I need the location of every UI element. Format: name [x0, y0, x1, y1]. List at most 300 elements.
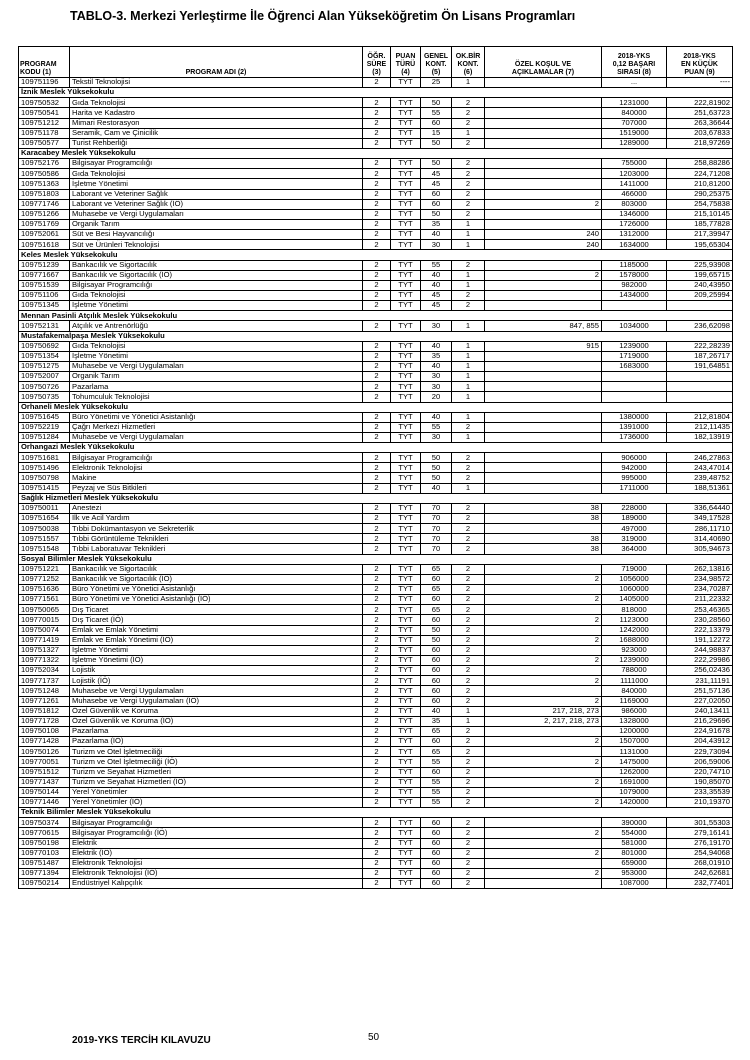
table-row — [19, 260, 733, 270]
table-row — [19, 534, 733, 544]
rank-cell: 840000 — [602, 686, 667, 696]
duration-cell: 2 — [363, 199, 391, 209]
program-name-cell: Laborant ve Veteriner Sağlık — [70, 189, 363, 199]
duration-cell: 2 — [363, 635, 391, 645]
top-quota-cell: 2 — [452, 189, 485, 199]
conditions-cell — [485, 280, 602, 290]
table-row — [19, 838, 733, 848]
program-code-cell: 109770015 — [19, 615, 70, 625]
program-code-cell: 109750108 — [19, 727, 70, 737]
table-row — [19, 118, 733, 128]
program-name-cell: Yerel Yönetimler (İÖ) — [70, 797, 363, 807]
duration-cell: 2 — [363, 382, 391, 392]
program-name-cell: Turizm ve Otel İşletmeciliği (İÖ) — [70, 757, 363, 767]
program-name-cell: Turizm ve Seyahat Hizmetleri — [70, 767, 363, 777]
top-quota-cell: 2 — [452, 301, 485, 311]
program-name-cell: Büro Yönetimi ve Yönetici Asistanlığı — [70, 585, 363, 595]
quota-cell: 50 — [421, 473, 452, 483]
quota-cell: 70 — [421, 534, 452, 544]
rank-cell: 189000 — [602, 514, 667, 524]
min-score-cell: 246,27863 — [667, 453, 733, 463]
rank-cell: 755000 — [602, 159, 667, 169]
duration-cell: 2 — [363, 676, 391, 686]
program-name-cell: Emlak ve Emlak Yönetimi (İÖ) — [70, 635, 363, 645]
quota-cell: 60 — [421, 615, 452, 625]
program-code-cell: 109751212 — [19, 118, 70, 128]
duration-cell: 2 — [363, 838, 391, 848]
quota-cell: 50 — [421, 209, 452, 219]
program-code-cell: 109750532 — [19, 98, 70, 108]
top-quota-cell: 1 — [452, 716, 485, 726]
table-row — [19, 179, 733, 189]
rank-cell: 466000 — [602, 189, 667, 199]
table-row — [19, 635, 733, 645]
col-header-min-score: 2018-YKS EN KÜÇÜK PUAN (9) — [667, 47, 733, 78]
top-quota-cell: 2 — [452, 209, 485, 219]
duration-cell: 2 — [363, 524, 391, 534]
duration-cell: 2 — [363, 757, 391, 767]
conditions-cell: 2, 217, 218, 273 — [485, 716, 602, 726]
program-name-cell: İlk ve Acil Yardım — [70, 514, 363, 524]
min-score-cell: 222,29986 — [667, 656, 733, 666]
table-row — [19, 382, 733, 392]
conditions-cell — [485, 787, 602, 797]
page-number: 50 — [368, 1032, 380, 1043]
conditions-cell — [485, 98, 602, 108]
duration-cell: 2 — [363, 432, 391, 442]
program-code-cell: 109750126 — [19, 747, 70, 757]
rank-cell — [602, 382, 667, 392]
rank-cell: 1312000 — [602, 230, 667, 240]
quota-cell: 55 — [421, 777, 452, 787]
quota-cell: 65 — [421, 605, 452, 615]
rank-cell: 659000 — [602, 858, 667, 868]
program-code-cell: 109751812 — [19, 706, 70, 716]
min-score-cell: 234,98572 — [667, 574, 733, 584]
conditions-cell — [485, 372, 602, 382]
table-row — [19, 645, 733, 655]
min-score-cell — [667, 372, 733, 382]
duration-cell: 2 — [363, 818, 391, 828]
min-score-cell: 222,81902 — [667, 98, 733, 108]
quota-cell: 55 — [421, 108, 452, 118]
quota-cell: 55 — [421, 797, 452, 807]
top-quota-cell: 2 — [452, 787, 485, 797]
duration-cell: 2 — [363, 879, 391, 889]
duration-cell: 2 — [363, 534, 391, 544]
top-quota-cell: 1 — [452, 280, 485, 290]
conditions-cell: 217, 218, 273 — [485, 706, 602, 716]
top-quota-cell: 2 — [452, 838, 485, 848]
program-code-cell: 109751769 — [19, 219, 70, 229]
section-row — [19, 443, 733, 453]
min-score-cell: 199,65715 — [667, 270, 733, 280]
section-title: Mustafakemalpaşa Meslek Yüksekokulu — [19, 331, 733, 341]
score-type-cell: TYT — [391, 260, 421, 270]
duration-cell: 2 — [363, 848, 391, 858]
program-name-cell: Gıda Teknolojisi — [70, 341, 363, 351]
duration-cell: 2 — [363, 260, 391, 270]
rank-cell: 1328000 — [602, 716, 667, 726]
table-row — [19, 290, 733, 300]
min-score-cell — [667, 382, 733, 392]
score-type-cell: TYT — [391, 290, 421, 300]
score-type-cell: TYT — [391, 605, 421, 615]
table-row — [19, 240, 733, 250]
program-code-cell: 109751275 — [19, 361, 70, 371]
program-name-cell: Tıbbi Dokümantasyon ve Sekreterlik — [70, 524, 363, 534]
score-type-cell: TYT — [391, 645, 421, 655]
top-quota-cell: 2 — [452, 290, 485, 300]
table-row — [19, 503, 733, 513]
duration-cell: 2 — [363, 78, 391, 88]
quota-cell: 40 — [421, 341, 452, 351]
score-type-cell: TYT — [391, 868, 421, 878]
program-code-cell: 109750065 — [19, 605, 70, 615]
duration-cell: 2 — [363, 219, 391, 229]
quota-cell: 50 — [421, 138, 452, 148]
score-type-cell: TYT — [391, 656, 421, 666]
conditions-cell: 2 — [485, 777, 602, 787]
program-code-cell: 109752061 — [19, 230, 70, 240]
duration-cell: 2 — [363, 645, 391, 655]
top-quota-cell: 2 — [452, 422, 485, 432]
min-score-cell: 279,16141 — [667, 828, 733, 838]
top-quota-cell: 2 — [452, 625, 485, 635]
table-row — [19, 78, 733, 88]
table-row — [19, 544, 733, 554]
table-row — [19, 848, 733, 858]
rank-cell: 801000 — [602, 848, 667, 858]
rank-cell — [602, 392, 667, 402]
min-score-cell: 206,59006 — [667, 757, 733, 767]
min-score-cell: 263,36644 — [667, 118, 733, 128]
duration-cell: 2 — [363, 392, 391, 402]
top-quota-cell: 1 — [452, 392, 485, 402]
quota-cell: 60 — [421, 676, 452, 686]
score-type-cell: TYT — [391, 625, 421, 635]
program-code-cell: 109751557 — [19, 534, 70, 544]
rank-cell: 1185000 — [602, 260, 667, 270]
min-score-cell: 232,77401 — [667, 879, 733, 889]
min-score-cell — [667, 392, 733, 402]
top-quota-cell: 2 — [452, 696, 485, 706]
score-type-cell: TYT — [391, 727, 421, 737]
table-row — [19, 615, 733, 625]
min-score-cell: 211,22332 — [667, 595, 733, 605]
duration-cell: 2 — [363, 240, 391, 250]
top-quota-cell: 1 — [452, 341, 485, 351]
quota-cell: 30 — [421, 432, 452, 442]
top-quota-cell: 2 — [452, 747, 485, 757]
quota-cell: 30 — [421, 372, 452, 382]
table-row — [19, 787, 733, 797]
min-score-cell: 251,63723 — [667, 108, 733, 118]
quota-cell: 60 — [421, 574, 452, 584]
top-quota-cell: 2 — [452, 666, 485, 676]
duration-cell: 2 — [363, 767, 391, 777]
section-title: Orhangazi Meslek Yüksekokulu — [19, 443, 733, 453]
rank-cell — [602, 372, 667, 382]
duration-cell: 2 — [363, 514, 391, 524]
quota-cell: 55 — [421, 422, 452, 432]
score-type-cell: TYT — [391, 503, 421, 513]
min-score-cell: 314,40690 — [667, 534, 733, 544]
section-title: Teknik Bilimler Meslek Yüksekokulu — [19, 808, 733, 818]
program-name-cell: Elektronik Teknolojisi — [70, 463, 363, 473]
section-row — [19, 331, 733, 341]
rank-cell: 953000 — [602, 868, 667, 878]
top-quota-cell: 1 — [452, 321, 485, 331]
rank-cell: 1507000 — [602, 737, 667, 747]
col-header-score-type: PUAN TÜRÜ (4) — [391, 47, 421, 78]
rank-cell: 1346000 — [602, 209, 667, 219]
score-type-cell: TYT — [391, 321, 421, 331]
score-type-cell: TYT — [391, 767, 421, 777]
top-quota-cell: 2 — [452, 453, 485, 463]
score-type-cell: TYT — [391, 432, 421, 442]
min-score-cell: 224,71208 — [667, 169, 733, 179]
duration-cell: 2 — [363, 503, 391, 513]
rank-cell: 1289000 — [602, 138, 667, 148]
col-header-top-quota: OK.BİR KONT. (6) — [452, 47, 485, 78]
min-score-cell: 191,12272 — [667, 635, 733, 645]
conditions-cell: 38 — [485, 503, 602, 513]
quota-cell: 60 — [421, 828, 452, 838]
rank-cell: 1634000 — [602, 240, 667, 250]
program-name-cell: Pazarlama (İÖ) — [70, 737, 363, 747]
duration-cell: 2 — [363, 777, 391, 787]
rank-cell: 840000 — [602, 108, 667, 118]
program-code-cell: 109750586 — [19, 169, 70, 179]
conditions-cell: 2 — [485, 615, 602, 625]
program-code-cell: 109752034 — [19, 666, 70, 676]
min-score-cell: 216,29696 — [667, 716, 733, 726]
conditions-cell: 2 — [485, 199, 602, 209]
min-score-cell: 218,97269 — [667, 138, 733, 148]
quota-cell: 65 — [421, 727, 452, 737]
duration-cell: 2 — [363, 321, 391, 331]
program-code-cell: 109770051 — [19, 757, 70, 767]
min-score-cell: 231,11191 — [667, 676, 733, 686]
rank-cell: 1242000 — [602, 625, 667, 635]
conditions-cell — [485, 686, 602, 696]
duration-cell: 2 — [363, 341, 391, 351]
top-quota-cell: 2 — [452, 757, 485, 767]
min-score-cell: 251,57136 — [667, 686, 733, 696]
duration-cell: 2 — [363, 118, 391, 128]
quota-cell: 60 — [421, 686, 452, 696]
min-score-cell: 240,43950 — [667, 280, 733, 290]
conditions-cell — [485, 666, 602, 676]
program-name-cell: İşletme Yönetimi — [70, 301, 363, 311]
quota-cell: 60 — [421, 645, 452, 655]
program-code-cell: 109751363 — [19, 179, 70, 189]
top-quota-cell: 2 — [452, 737, 485, 747]
table-row — [19, 432, 733, 442]
quota-cell: 60 — [421, 868, 452, 878]
min-score-cell: 243,47014 — [667, 463, 733, 473]
quota-cell: 20 — [421, 392, 452, 402]
duration-cell: 2 — [363, 737, 391, 747]
section-row — [19, 250, 733, 260]
top-quota-cell: 2 — [452, 138, 485, 148]
min-score-cell: 349,17528 — [667, 514, 733, 524]
program-name-cell: Tıbbi Görüntüleme Teknikleri — [70, 534, 363, 544]
table-row — [19, 453, 733, 463]
conditions-cell — [485, 219, 602, 229]
top-quota-cell: 2 — [452, 777, 485, 787]
quota-cell: 50 — [421, 453, 452, 463]
program-code-cell: 109750144 — [19, 787, 70, 797]
program-name-cell: Bankacılık ve Sigortacılık — [70, 564, 363, 574]
table-row — [19, 473, 733, 483]
programs-table — [18, 46, 733, 889]
table-row — [19, 737, 733, 747]
program-name-cell: Bilgisayar Programcılığı — [70, 453, 363, 463]
program-name-cell: Muhasebe ve Vergi Uygulamaları — [70, 432, 363, 442]
conditions-cell — [485, 382, 602, 392]
min-score-cell: 268,01910 — [667, 858, 733, 868]
program-name-cell: Bankacılık ve Sigortacılık — [70, 260, 363, 270]
score-type-cell: TYT — [391, 787, 421, 797]
rank-cell: 719000 — [602, 564, 667, 574]
conditions-cell — [485, 432, 602, 442]
table-row — [19, 757, 733, 767]
rank-cell: 986000 — [602, 706, 667, 716]
table-row — [19, 595, 733, 605]
score-type-cell: TYT — [391, 534, 421, 544]
section-title: Keles Meslek Yüksekokulu — [19, 250, 733, 260]
program-code-cell: 109771252 — [19, 574, 70, 584]
section-title: İznik Meslek Yüksekokulu — [19, 88, 733, 98]
program-name-cell: Peyzaj ve Süs Bitkileri — [70, 483, 363, 493]
table-row — [19, 321, 733, 331]
duration-cell: 2 — [363, 351, 391, 361]
top-quota-cell: 2 — [452, 108, 485, 118]
table-row — [19, 270, 733, 280]
top-quota-cell: 2 — [452, 564, 485, 574]
quota-cell: 35 — [421, 716, 452, 726]
conditions-cell: 2 — [485, 656, 602, 666]
top-quota-cell: 2 — [452, 676, 485, 686]
score-type-cell: TYT — [391, 169, 421, 179]
conditions-cell: 847, 855 — [485, 321, 602, 331]
program-code-cell: 109751636 — [19, 585, 70, 595]
table-row — [19, 524, 733, 534]
quota-cell: 60 — [421, 767, 452, 777]
rank-cell: 1420000 — [602, 797, 667, 807]
min-score-cell: ---- — [667, 78, 733, 88]
program-code-cell: 109751266 — [19, 209, 70, 219]
table-row — [19, 747, 733, 757]
min-score-cell: 230,28560 — [667, 615, 733, 625]
score-type-cell: TYT — [391, 757, 421, 767]
rank-cell: 1719000 — [602, 351, 667, 361]
min-score-cell: 204,43912 — [667, 737, 733, 747]
score-type-cell: TYT — [391, 301, 421, 311]
score-type-cell: TYT — [391, 686, 421, 696]
top-quota-cell: 2 — [452, 818, 485, 828]
top-quota-cell: 2 — [452, 767, 485, 777]
rank-cell: 707000 — [602, 118, 667, 128]
top-quota-cell: 2 — [452, 463, 485, 473]
program-name-cell: Elektrik — [70, 838, 363, 848]
program-code-cell: 109771437 — [19, 777, 70, 787]
score-type-cell: TYT — [391, 747, 421, 757]
program-code-cell: 109752007 — [19, 372, 70, 382]
duration-cell: 2 — [363, 179, 391, 189]
top-quota-cell: 2 — [452, 118, 485, 128]
section-title: Mennan Pasinli Atçılık Meslek Yüksekokulu — [19, 311, 733, 321]
table-row — [19, 777, 733, 787]
program-name-cell: Makine — [70, 473, 363, 483]
duration-cell: 2 — [363, 463, 391, 473]
min-score-cell: 217,39947 — [667, 230, 733, 240]
conditions-cell — [485, 128, 602, 138]
rank-cell: 1380000 — [602, 412, 667, 422]
conditions-cell — [485, 585, 602, 595]
program-code-cell: 109771394 — [19, 868, 70, 878]
program-code-cell: 109751681 — [19, 453, 70, 463]
program-name-cell: Seramik, Cam ve Çinicilik — [70, 128, 363, 138]
section-row — [19, 808, 733, 818]
score-type-cell: TYT — [391, 341, 421, 351]
top-quota-cell: 2 — [452, 585, 485, 595]
program-name-cell: Turizm ve Otel İşletmeciliği — [70, 747, 363, 757]
program-name-cell: Gıda Teknolojisi — [70, 290, 363, 300]
program-name-cell: Turizm ve Seyahat Hizmetleri (İÖ) — [70, 777, 363, 787]
rank-cell: 1262000 — [602, 767, 667, 777]
rank-cell: 1060000 — [602, 585, 667, 595]
score-type-cell: TYT — [391, 595, 421, 605]
program-name-cell: Endüstriyel Kalıpçılık — [70, 879, 363, 889]
min-score-cell — [667, 301, 733, 311]
rank-cell: 1683000 — [602, 361, 667, 371]
min-score-cell: 253,46365 — [667, 605, 733, 615]
program-name-cell: Muhasebe ve Vergi Uygulamaları (İÖ) — [70, 696, 363, 706]
rank-cell: 1231000 — [602, 98, 667, 108]
score-type-cell: TYT — [391, 848, 421, 858]
min-score-cell: 290,25375 — [667, 189, 733, 199]
rank-cell: 1519000 — [602, 128, 667, 138]
quota-cell: 50 — [421, 625, 452, 635]
quota-cell: 50 — [421, 98, 452, 108]
quota-cell: 65 — [421, 585, 452, 595]
conditions-cell: 38 — [485, 544, 602, 554]
quota-cell: 40 — [421, 280, 452, 290]
program-name-cell: Büro Yönetimi ve Yönetici Asistanlığı — [70, 412, 363, 422]
conditions-cell: 915 — [485, 341, 602, 351]
min-score-cell: 190,85070 — [667, 777, 733, 787]
duration-cell: 2 — [363, 868, 391, 878]
table-row — [19, 463, 733, 473]
min-score-cell: 191,64851 — [667, 361, 733, 371]
conditions-cell: 240 — [485, 240, 602, 250]
score-type-cell: TYT — [391, 412, 421, 422]
table-row — [19, 605, 733, 615]
rank-cell: 1688000 — [602, 635, 667, 645]
duration-cell: 2 — [363, 290, 391, 300]
score-type-cell: TYT — [391, 280, 421, 290]
table-row — [19, 209, 733, 219]
min-score-cell: 227,02050 — [667, 696, 733, 706]
top-quota-cell: 2 — [452, 260, 485, 270]
col-header-conditions: ÖZEL KOŞUL VE AÇIKLAMALAR (7) — [485, 47, 602, 78]
section-row — [19, 402, 733, 412]
program-code-cell: 109751512 — [19, 767, 70, 777]
top-quota-cell: 1 — [452, 351, 485, 361]
